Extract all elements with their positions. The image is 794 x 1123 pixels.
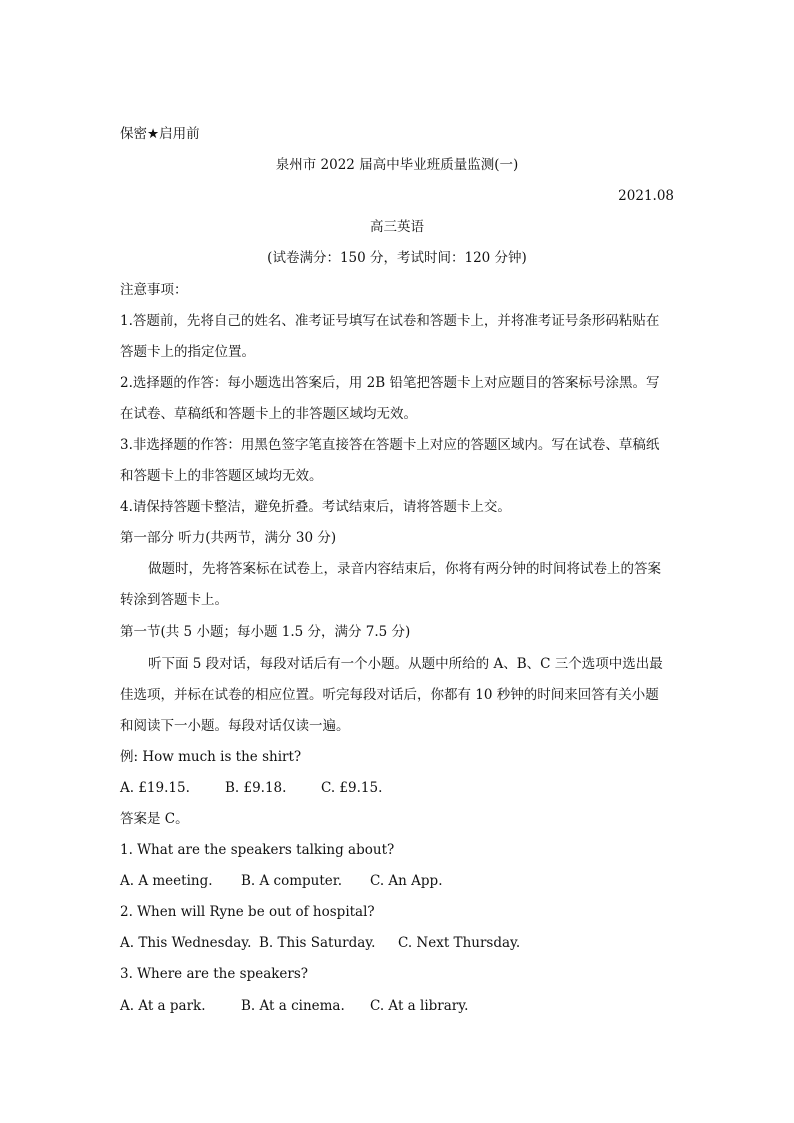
question-3-option-c: C. At a library. xyxy=(370,998,469,1014)
question-2-text: 2. When will Ryne be out of hospital? xyxy=(120,904,375,920)
part1-instruction-line-1: 做题时，先将答案标在试卷上，录音内容结束后，你将有两分钟的时间将试卷上的答案 xyxy=(148,561,661,577)
question-1-option-a: A. A meeting. xyxy=(120,873,213,889)
subject-title: 高三英语 xyxy=(370,219,424,235)
question-1-option-b: B. A computer. xyxy=(241,873,343,889)
part1-heading: 第一部分 听力(共两节，满分 30 分) xyxy=(120,530,337,546)
section1-heading: 第一节(共 5 小题；每小题 1.5 分，满分 7.5 分) xyxy=(120,624,411,640)
note-1-line-2: 答题卡上的指定位置。 xyxy=(120,344,255,360)
question-3-text: 3. Where are the speakers? xyxy=(120,966,309,982)
note-2-line-2: 在试卷、草稿纸和答题卡上的非答题区域均无效。 xyxy=(120,406,417,422)
question-3-options xyxy=(120,998,468,1014)
question-2-option-a: A. This Wednesday. xyxy=(120,935,252,951)
question-1-option-c: C. An App. xyxy=(370,873,443,889)
example-question: 例: How much is the shirt? xyxy=(120,749,302,765)
part1-instruction-line-2: 转涂到答题卡上。 xyxy=(120,592,228,608)
section1-instruction-line-1: 听下面 5 段对话，每段对话后有一个小题。从题中所给的 A、B、C 三个选项中选出最 xyxy=(148,656,663,672)
exam-date: 2021.08 xyxy=(618,188,674,204)
exam-info: (试卷满分：150 分，考试时间：120 分钟) xyxy=(267,250,527,266)
question-1-options xyxy=(120,873,443,889)
confidential-label: 保密★启用前 xyxy=(120,126,200,142)
note-3-line-1: 3.非选择题的作答：用黑色签字笔直接答在答题卡上对应的答题区域内。写在试卷、草稿纸 xyxy=(120,437,660,453)
section1-instruction-line-3: 和阅读下一小题。每段对话仅读一遍。 xyxy=(120,718,350,734)
question-2-option-b: B. This Saturday. xyxy=(259,935,376,951)
question-2-option-c: C. Next Thursday. xyxy=(398,935,521,951)
note-4: 4.请保持答题卡整洁，避免折叠。考试结束后，请将答题卡上交。 xyxy=(120,499,511,515)
star-icon: ★ xyxy=(147,126,160,142)
example-option-b: B. £9.18. xyxy=(225,780,287,796)
question-2-options xyxy=(120,935,520,951)
note-2-line-1: 2.选择题的作答：每小题选出答案后，用 2B 铅笔把答题卡上对应题目的答案标号涂黑。写 xyxy=(120,375,660,391)
example-answer: 答案是 C。 xyxy=(120,811,189,827)
exam-title: 泉州市 2022 届高中毕业班质量监测(一) xyxy=(275,157,519,173)
example-options xyxy=(120,780,382,796)
question-1-text: 1. What are the speakers talking about? xyxy=(120,842,395,858)
notes-heading: 注意事项： xyxy=(120,282,188,298)
question-3-option-b: B. At a cinema. xyxy=(241,998,345,1014)
question-3-option-a: A. At a park. xyxy=(120,998,206,1014)
note-1-line-1: 1.答题前，先将自己的姓名、准考证号填写在试卷和答题卡上，并将准考证号条形码粘贴在 xyxy=(120,313,660,329)
example-option-a: A. £19.15. xyxy=(120,780,190,796)
section1-instruction-line-2: 佳选项，并标在试卷的相应位置。听完每段对话后，你都有 10 秒钟的时间来回答有关小题 xyxy=(120,687,659,703)
example-option-c: C. £9.15. xyxy=(321,780,383,796)
note-3-line-2: 和答题卡上的非答题区域均无效。 xyxy=(120,468,323,484)
